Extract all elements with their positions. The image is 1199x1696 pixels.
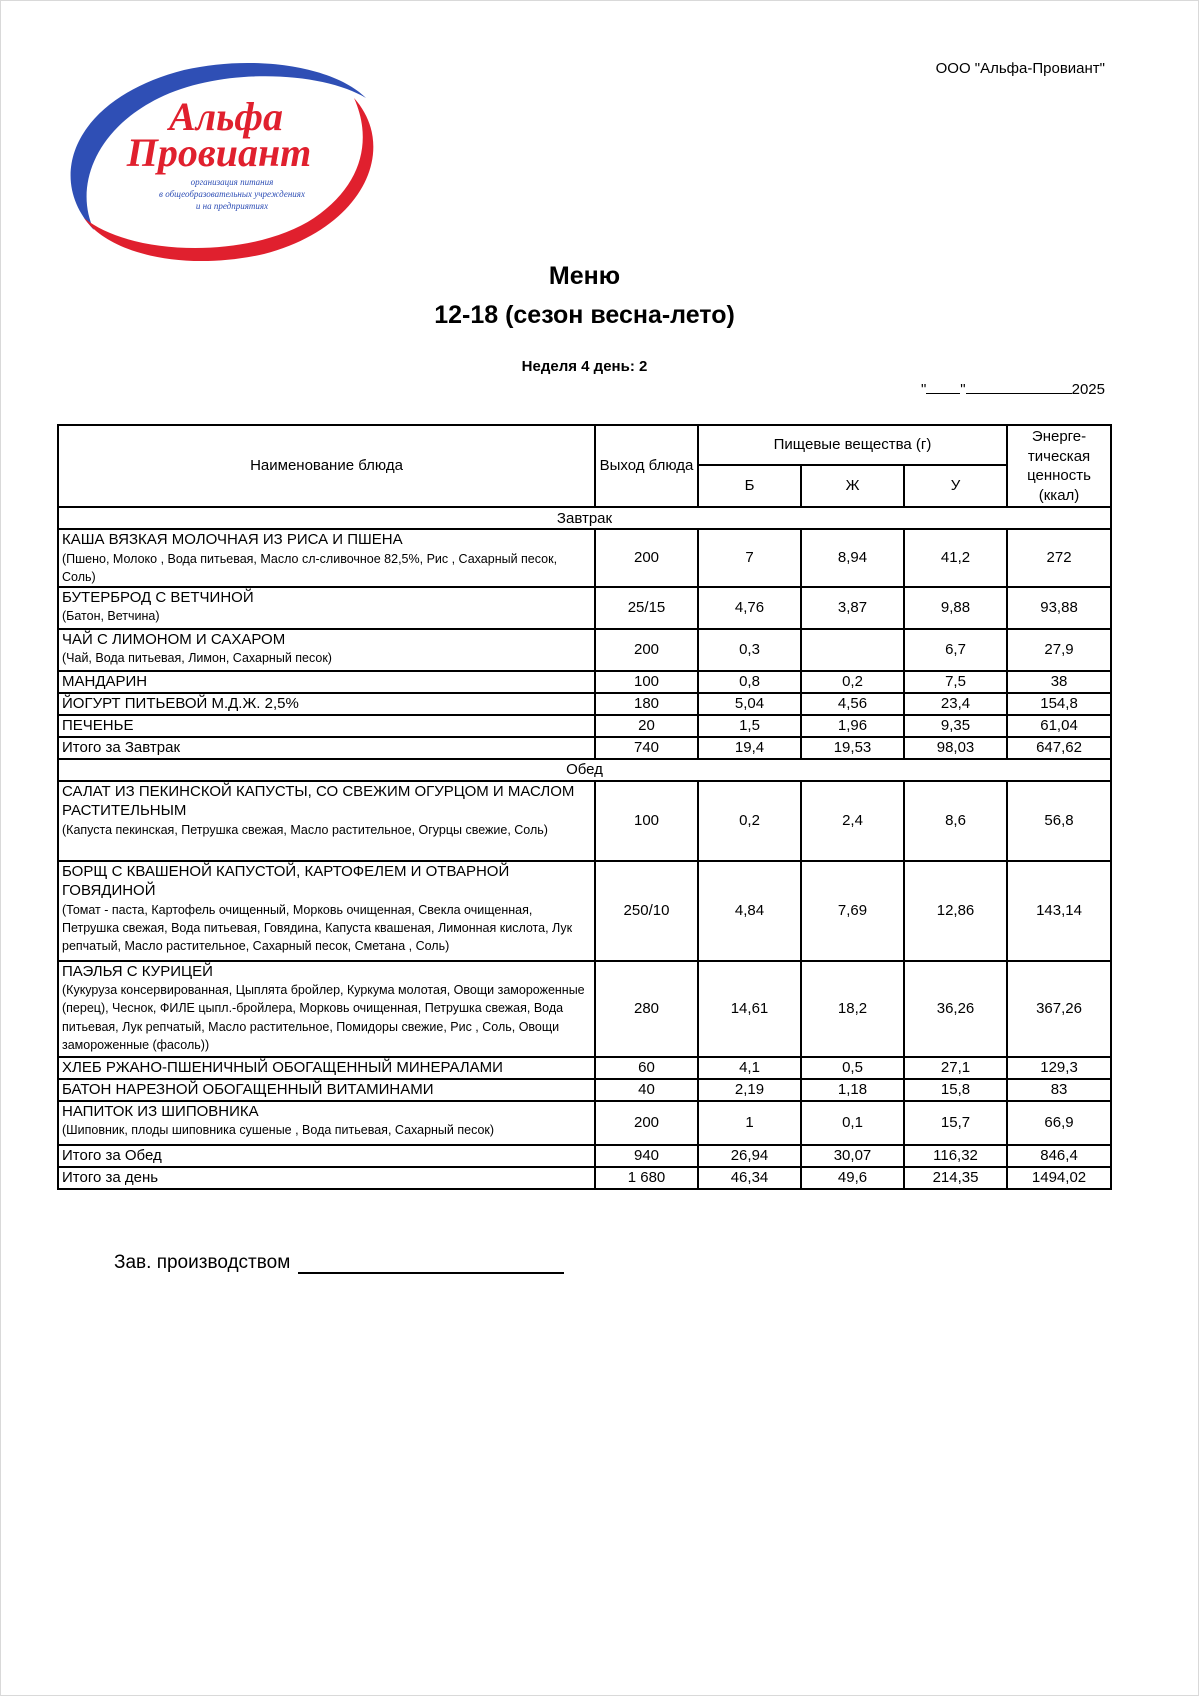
dish-name: САЛАТ ИЗ ПЕКИНСКОЙ КАПУСТЫ, СО СВЕЖИМ ОГУРЦОМ И МАСЛОМ РАСТИТЕЛЬНЫМ bbox=[62, 782, 575, 820]
signature-label: Зав. производством bbox=[114, 1252, 291, 1273]
section-label: Завтрак bbox=[58, 507, 1111, 529]
dish-u: 41,2 bbox=[904, 529, 1007, 587]
dish-u: 15,8 bbox=[904, 1079, 1007, 1101]
header-dish-name: Наименование блюда bbox=[58, 425, 595, 507]
page-title: Меню bbox=[548, 262, 621, 290]
dish-yield: 280 bbox=[595, 961, 698, 1057]
dish-b: 4,76 bbox=[698, 587, 801, 629]
dish-zh: 2,4 bbox=[801, 781, 904, 861]
total-zh: 49,6 bbox=[801, 1167, 904, 1189]
dish-kcal: 56,8 bbox=[1007, 781, 1111, 861]
menu-table bbox=[57, 424, 1112, 1190]
dish-ingredients: (Батон, Ветчина) bbox=[62, 609, 160, 624]
signature-line bbox=[114, 1252, 564, 1274]
dish-kcal: 38 bbox=[1007, 671, 1111, 693]
header-fat: Ж bbox=[801, 465, 904, 507]
total-b: 26,94 bbox=[698, 1145, 801, 1167]
dish-name: ПЕЧЕНЬЕ bbox=[62, 716, 134, 734]
section-row bbox=[58, 507, 1111, 529]
company-logo bbox=[54, 58, 388, 266]
dish-yield: 60 bbox=[595, 1057, 698, 1079]
dish-cell bbox=[58, 861, 595, 961]
dish-u: 6,7 bbox=[904, 629, 1007, 671]
company-name: ООО "Альфа-Провиант" bbox=[935, 60, 1105, 77]
dish-b: 5,04 bbox=[698, 693, 801, 715]
dish-kcal: 143,14 bbox=[1007, 861, 1111, 961]
dish-yield: 40 bbox=[595, 1079, 698, 1101]
total-yield: 740 bbox=[595, 737, 698, 759]
total-row bbox=[58, 1167, 1111, 1189]
dish-ingredients: (Кукуруза консервированная, Цыплята бройлер, Куркума молотая, Овощи замороженные (перец), Чеснок, ФИЛЕ цыпл.-бройлера, Морковь очищенная, Петрушка свежая, Вода питьевая, Лук репчатый, Масло растительное, Помидоры свежие, Рис , Соль, Овощи замороженные (фасоль)) bbox=[62, 983, 585, 1052]
dish-ingredients: (Капуста пекинская, Петрушка свежая, Масло растительное, Огурцы свежие, Соль) bbox=[62, 822, 548, 837]
dish-yield: 25/15 bbox=[595, 587, 698, 629]
header-yield: Выход блюда bbox=[595, 425, 698, 507]
dish-row bbox=[58, 587, 1111, 629]
dish-cell bbox=[58, 1101, 595, 1145]
total-u: 214,35 bbox=[904, 1167, 1007, 1189]
dish-b: 14,61 bbox=[698, 961, 801, 1057]
dish-row bbox=[58, 861, 1111, 961]
dish-kcal: 66,9 bbox=[1007, 1101, 1111, 1145]
total-zh: 30,07 bbox=[801, 1145, 904, 1167]
dish-name: КАША ВЯЗКАЯ МОЛОЧНАЯ ИЗ РИСА И ПШЕНА bbox=[62, 531, 403, 548]
dish-yield: 20 bbox=[595, 715, 698, 737]
dish-cell bbox=[58, 629, 595, 671]
dish-b: 0,3 bbox=[698, 629, 801, 671]
dish-row bbox=[58, 693, 1111, 715]
dish-cell bbox=[58, 529, 595, 587]
dish-row bbox=[58, 961, 1111, 1057]
dish-b: 0,8 bbox=[698, 671, 801, 693]
total-kcal: 647,62 bbox=[1007, 737, 1111, 759]
dish-zh: 1,18 bbox=[801, 1079, 904, 1101]
section-label: Обед bbox=[58, 759, 1111, 781]
dish-ingredients: (Шиповник, плоды шиповника сушеные , Вода питьевая, Сахарный песок) bbox=[62, 1123, 495, 1138]
dish-cell bbox=[58, 1079, 595, 1101]
dish-u: 15,7 bbox=[904, 1101, 1007, 1145]
dish-row bbox=[58, 671, 1111, 693]
dish-name: ХЛЕБ РЖАНО-ПШЕНИЧНЫЙ ОБОГАЩЕННЫЙ МИНЕРАЛАМИ bbox=[62, 1058, 503, 1076]
dish-b: 1,5 bbox=[698, 715, 801, 737]
dish-name: МАНДАРИН bbox=[62, 672, 148, 690]
dish-zh: 4,56 bbox=[801, 693, 904, 715]
total-u: 98,03 bbox=[904, 737, 1007, 759]
dish-row bbox=[58, 629, 1111, 671]
dish-u: 36,26 bbox=[904, 961, 1007, 1057]
dish-b: 7 bbox=[698, 529, 801, 587]
dish-name: БАТОН НАРЕЗНОЙ ОБОГАЩЕННЫЙ ВИТАМИНАМИ bbox=[62, 1080, 434, 1098]
dish-row bbox=[58, 529, 1111, 587]
dish-name: ПАЭЛЬЯ С КУРИЦЕЙ bbox=[62, 962, 213, 980]
header-energy: Энерге-тическая ценность (ккал) bbox=[1007, 425, 1111, 507]
dish-ingredients: (Томат - паста, Картофель очищенный, Морковь очищенная, Свекла очищенная, Петрушка свежая, Вода питьевая, Говядина, Капуста квашеная, Лимонная кислота, Лук репчатый, Масло растительное, Сахарный песок, Сметана , Соль) bbox=[62, 902, 573, 953]
logo-tagline-2: в общеобразовательных учреждениях bbox=[159, 189, 305, 199]
dish-b: 0,2 bbox=[698, 781, 801, 861]
dish-name: ЙОГУРТ ПИТЬЕВОЙ М.Д.Ж. 2,5% bbox=[62, 694, 299, 712]
dish-u: 7,5 bbox=[904, 671, 1007, 693]
dish-cell bbox=[58, 961, 595, 1057]
logo-name-line2: Провиант bbox=[126, 130, 312, 175]
page-subtitle: 12-18 (сезон весна-лето) bbox=[434, 301, 735, 329]
dish-kcal: 61,04 bbox=[1007, 715, 1111, 737]
date-month-blank bbox=[966, 381, 1072, 394]
total-label: Итого за день bbox=[58, 1167, 595, 1189]
dish-kcal: 83 bbox=[1007, 1079, 1111, 1101]
logo-tagline-1: организация питания bbox=[190, 177, 274, 187]
date-line bbox=[921, 381, 1105, 398]
date-day-blank bbox=[926, 381, 960, 394]
dish-row bbox=[58, 1079, 1111, 1101]
dish-cell bbox=[58, 693, 595, 715]
dish-zh: 1,96 bbox=[801, 715, 904, 737]
total-label: Итого за Завтрак bbox=[58, 737, 595, 759]
week-day: Неделя 4 день: 2 bbox=[521, 358, 648, 375]
total-yield: 940 bbox=[595, 1145, 698, 1167]
dish-b: 2,19 bbox=[698, 1079, 801, 1101]
dish-cell bbox=[58, 587, 595, 629]
dish-zh: 3,87 bbox=[801, 587, 904, 629]
dish-zh: 0,2 bbox=[801, 671, 904, 693]
dish-name: ЧАЙ С ЛИМОНОМ И САХАРОМ bbox=[62, 630, 286, 648]
dish-yield: 200 bbox=[595, 629, 698, 671]
dish-kcal: 367,26 bbox=[1007, 961, 1111, 1057]
dish-u: 23,4 bbox=[904, 693, 1007, 715]
dish-name: НАПИТОК ИЗ ШИПОВНИКА bbox=[62, 1102, 259, 1120]
dish-row bbox=[58, 1101, 1111, 1145]
logo-name-line1: Альфа bbox=[168, 94, 284, 139]
date-quote-close: " bbox=[960, 381, 966, 398]
dish-name: БОРЩ С КВАШЕНОЙ КАПУСТОЙ, КАРТОФЕЛЕМ И ОТВАРНОЙ ГОВЯДИНОЙ bbox=[62, 862, 510, 900]
dish-yield: 100 bbox=[595, 671, 698, 693]
total-kcal: 1494,02 bbox=[1007, 1167, 1111, 1189]
total-kcal: 846,4 bbox=[1007, 1145, 1111, 1167]
dish-kcal: 129,3 bbox=[1007, 1057, 1111, 1079]
dish-row bbox=[58, 781, 1111, 861]
dish-b: 1 bbox=[698, 1101, 801, 1145]
dish-yield: 200 bbox=[595, 1101, 698, 1145]
total-label: Итого за Обед bbox=[58, 1145, 595, 1167]
total-zh: 19,53 bbox=[801, 737, 904, 759]
dish-b: 4,1 bbox=[698, 1057, 801, 1079]
dish-zh: 7,69 bbox=[801, 861, 904, 961]
dish-kcal: 27,9 bbox=[1007, 629, 1111, 671]
dish-u: 9,35 bbox=[904, 715, 1007, 737]
dish-u: 9,88 bbox=[904, 587, 1007, 629]
dish-yield: 250/10 bbox=[595, 861, 698, 961]
total-b: 19,4 bbox=[698, 737, 801, 759]
date-year: 2025 bbox=[1071, 381, 1105, 398]
total-yield: 1 680 bbox=[595, 1167, 698, 1189]
dish-ingredients: (Чай, Вода питьевая, Лимон, Сахарный песок) bbox=[62, 651, 332, 666]
dish-zh: 0,5 bbox=[801, 1057, 904, 1079]
dish-cell bbox=[58, 715, 595, 737]
total-u: 116,32 bbox=[904, 1145, 1007, 1167]
dish-cell bbox=[58, 671, 595, 693]
total-b: 46,34 bbox=[698, 1167, 801, 1189]
dish-zh: 8,94 bbox=[801, 529, 904, 587]
dish-kcal: 93,88 bbox=[1007, 587, 1111, 629]
dish-zh: 18,2 bbox=[801, 961, 904, 1057]
dish-kcal: 154,8 bbox=[1007, 693, 1111, 715]
dish-zh: 0,1 bbox=[801, 1101, 904, 1145]
dish-cell bbox=[58, 781, 595, 861]
dish-yield: 100 bbox=[595, 781, 698, 861]
dish-row bbox=[58, 1057, 1111, 1079]
signature-blank bbox=[298, 1254, 564, 1274]
dish-u: 8,6 bbox=[904, 781, 1007, 861]
dish-u: 27,1 bbox=[904, 1057, 1007, 1079]
date-quote-open: " bbox=[920, 381, 927, 398]
dish-ingredients: (Пшено, Молоко , Вода питьевая, Масло сл-сливочное 82,5%, Рис , Сахарный песок, Соль) bbox=[62, 551, 558, 584]
total-row bbox=[58, 737, 1111, 759]
dish-cell bbox=[58, 1057, 595, 1079]
dish-row bbox=[58, 715, 1111, 737]
dish-kcal: 272 bbox=[1007, 529, 1111, 587]
menu-body bbox=[58, 507, 1111, 1189]
dish-name: БУТЕРБРОД С ВЕТЧИНОЙ bbox=[62, 588, 254, 606]
total-row bbox=[58, 1145, 1111, 1167]
dish-u: 12,86 bbox=[904, 861, 1007, 961]
header-protein: Б bbox=[698, 465, 801, 507]
dish-yield: 200 bbox=[595, 529, 698, 587]
dish-zh bbox=[801, 629, 904, 671]
dish-yield: 180 bbox=[595, 693, 698, 715]
header-nutrients: Пищевые вещества (г) bbox=[698, 425, 1007, 465]
dish-b: 4,84 bbox=[698, 861, 801, 961]
section-row bbox=[58, 759, 1111, 781]
logo-tagline-3: и на предприятиях bbox=[195, 201, 269, 211]
header-carbs: У bbox=[904, 465, 1007, 507]
